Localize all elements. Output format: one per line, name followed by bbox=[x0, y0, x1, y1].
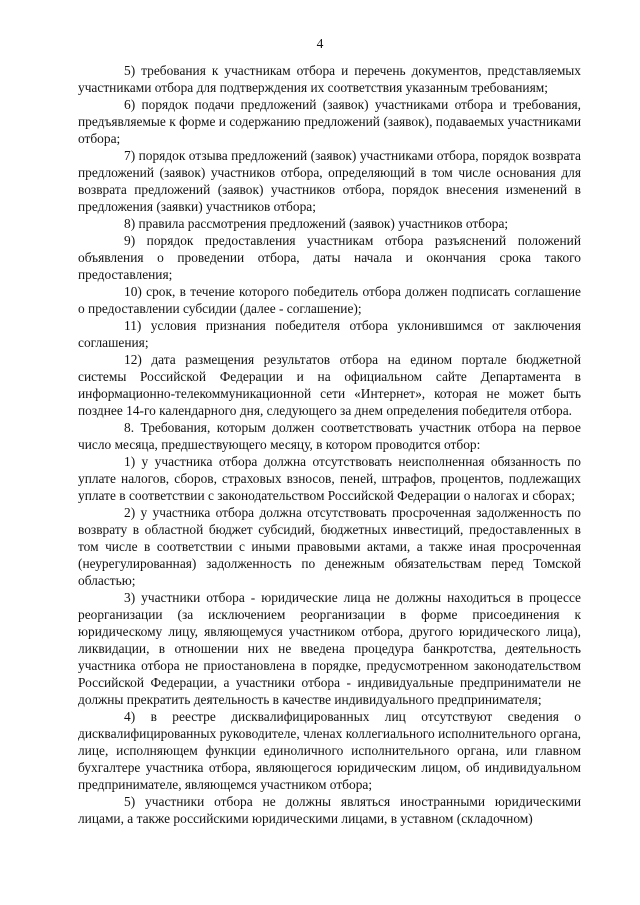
requirement-3-reorganization: 3) участники отбора - юридические лица не должны находиться в процессе реорганизации (за исключением реорганизации в форме присоединения к юридическому лицу, являющемуся участником отбора, другого юридического лица), ликвидации, в отношении них не введена процедура банкротства, деятельность участника отбора не приостановлена в порядке, предусмотренном законодательством Российской Федерации, а участники отбора - индивидуальные предприниматели не должны прекратить деятельность в качестве индивидуального предпринимателя; bbox=[78, 590, 581, 707]
requirement-4-disqualified-persons: 4) в реестре дисквалифицированных лиц отсутствуют сведения о дисквалифицированных руководителе, членах коллегиального исполнительного органа, лице, исполняющем функции единоличного исполнительного органа, или главном бухгалтере участника отбора, являющегося юридическим лицом, об индивидуальном предпринимателе, являющемся участником отбора; bbox=[78, 709, 581, 792]
paragraph-12-results-publication: 12) дата размещения результатов отбора на едином портале бюджетной системы Российской Федерации и на официальном сайте Департамента в информационно-телекоммуникационной сети «Интернет», которая не может быть позднее 14-го календарного дня, следующего за днем определения победителя отбора. bbox=[78, 352, 581, 418]
page-number: 4 bbox=[316, 36, 324, 51]
paragraph-11-evasion-conditions: 11) условия признания победителя отбора уклонившимся от заключения соглашения; bbox=[78, 318, 581, 350]
paragraph-5-requirements: 5) требования к участникам отбора и перечень документов, представляемых участниками отбора для подтверждения их соответствия указанным требованиям; bbox=[78, 63, 581, 95]
paragraph-8-review-rules: 8) правила рассмотрения предложений (заявок) участников отбора; bbox=[124, 216, 509, 231]
requirement-2-overdue-debt: 2) у участника отбора должна отсутствовать просроченная задолженность по возврату в областной бюджет субсидий, бюджетных инвестиций, предоставленных в том числе в соответствии с иными правовыми актами, а также иная просроченная (неурегулированная) задолженность по денежным обязательствам перед Томской областью; bbox=[78, 505, 581, 588]
requirement-1-tax-obligations: 1) у участника отбора должна отсутствовать неисполненная обязанность по уплате налогов, сборов, страховых взносов, пеней, штрафов, процентов, подлежащих уплате в соответствии с законодательством Российской Федерации о налогах и сборах; bbox=[78, 454, 581, 503]
section-8-participant-requirements: 8. Требования, которым должен соответствовать участник отбора на первое число месяца, предшествующего месяцу, в котором проводится отбор: bbox=[78, 420, 581, 452]
paragraph-7-withdrawal-order: 7) порядок отзыва предложений (заявок) участниками отбора, порядок возврата предложений (заявок) участников отбора, определяющий в том числе основания для возврата предложений (заявок) участников отбора, порядок внесения изменений в предложения (заявки) участников отбора; bbox=[78, 148, 581, 214]
requirement-5-foreign-entities: 5) участники отбора не должны являться иностранными юридическими лицами, а также российскими юридическими лицами, в уставном (складочном) bbox=[78, 794, 581, 826]
paragraph-9-clarifications: 9) порядок предоставления участникам отбора разъяснений положений объявления о проведении отбора, даты начала и окончания срока такого предоставления; bbox=[78, 233, 581, 282]
paragraph-10-signing-deadline: 10) срок, в течение которого победитель отбора должен подписать соглашение о предоставлении субсидии (далее - соглашение); bbox=[78, 284, 581, 316]
document-body bbox=[78, 62, 581, 827]
paragraph-6-submission-order: 6) порядок подачи предложений (заявок) участниками отбора и требования, предъявляемые к форме и содержанию предложений (заявок), подаваемых участниками отбора; bbox=[78, 97, 581, 146]
